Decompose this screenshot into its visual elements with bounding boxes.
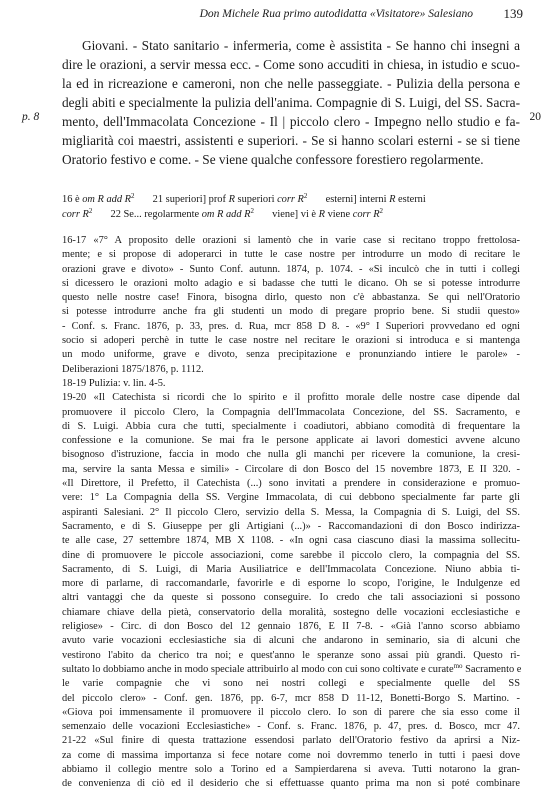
apparatus-text: 16 è bbox=[62, 194, 83, 205]
note-line: socio si adoperi perchè in tutte le case nostre nel recitare le orazioni si introduca e si mantenga bbox=[62, 335, 520, 347]
note-line: - Conf. s. Franc. 1876, p. 33, pres. d. Rua, mcr 858 D 8. - «9° I Superiori provvedano ed ogni bbox=[62, 320, 520, 332]
note-line: orazioni grave e divoto» - Sunto Conf. autunn. 1874, p. 1074. - «Si inculcò che in tutti i collegi bbox=[62, 263, 520, 275]
main-line: degli abiti e specialmente la pulizia dell'anima. Compagnie di S. Luigi, del SS. Sacra- bbox=[62, 95, 520, 110]
apparatus-siglum: R bbox=[389, 194, 396, 205]
note-line: promuovere il piccolo Clero, la Compagnia dell'Immacolata Concezione, del SS. Sacramento, e bbox=[62, 406, 520, 418]
note-line: Sacramento, di S. Luigi, di Maria Ausiliatrice e dell'Immacolata Concezione. Niuno abbia ti- bbox=[62, 563, 520, 575]
note-line: le varie compagnie che vi sono nei nostri collegi e specialmente quelle del SS bbox=[62, 678, 520, 690]
note-line: mente; e si propose di adoperarci in tutte le case nostre per introdurre un modo di recitare le bbox=[62, 249, 520, 261]
main-line: Giovani. - Stato sanitario - infermeria, come è assistita - Se hanno chi insegni a bbox=[82, 38, 520, 53]
apparatus-text: 21 superiori] prof bbox=[134, 194, 229, 205]
note-line: te alle case, 27 settembre 1874, MB X 1108. - «In ogni casa ciascuno diasi la massima sollecitu- bbox=[62, 535, 520, 547]
note-line: religiose» - Circ. di don Bosco del 12 gennaio 1876, E II 7-8. - «Già l'anno scorso abbiamo bbox=[62, 621, 520, 633]
note-line-text: sultato lo dobbiamo anche in modo speciale attribuirlo al modo con cui sono coltivate e curate bbox=[62, 663, 454, 675]
note-line: 18-19 Pulizia: v. lin. 4-5. bbox=[62, 377, 166, 389]
main-line: Oratorio festivo e come. - Se viene qualche confessore forestiero regolarmente. bbox=[62, 152, 484, 167]
note-line-text: Sacramento e bbox=[462, 663, 522, 675]
note-line: «Il Direttore, il Prefetto, il Catechista (...) sono invitati a prendere in considerazione e promuo- bbox=[62, 478, 520, 490]
margin-line-number: 20 bbox=[529, 111, 541, 123]
running-header bbox=[0, 4, 551, 24]
note-line: semenzaio delle vocazioni Ecclesiastiche» - Conf. s. Franc. 1876, p. 47, pres. d. Bosco, mcr 47. bbox=[62, 721, 520, 733]
note-line: more di parlarne, di raccomandarle, favorirle e di esporne lo scopo, l'origine, le Indulgenze ed bbox=[62, 578, 520, 590]
apparatus-line bbox=[62, 208, 520, 223]
page-number: 139 bbox=[503, 6, 523, 21]
note-line: si dicessero le orazioni molto adagio e si badasse che tutti le dicano. Oh se si potesse introdurre bbox=[62, 277, 520, 289]
note-line: si potesse introdurre anche fra gli studenti un modo di pregare proprio bene. Si studii questo» bbox=[62, 306, 520, 318]
note-line: vere: 1° La Compagnia della SS. Vergine Immacolata, di cui debbono specialmente far parte gli bbox=[62, 492, 520, 504]
critical-apparatus bbox=[62, 193, 520, 222]
apparatus-superscript: 2 bbox=[303, 192, 308, 200]
note-line: ma, servire la santa Messa e simili» - Circolare di don Bosco del 15 novembre 1873, E II 320. - bbox=[62, 463, 520, 475]
apparatus-siglum: corr R bbox=[277, 194, 304, 205]
note-line: vestirono l'abito da cherico tra noi; e quest'anno le speranze sono assai più grandi. Questo ri- bbox=[62, 649, 520, 661]
main-line: mento, dell'Immacolata Concezione - Il | piccolo clero - Impegno nello studio e fa- bbox=[62, 114, 520, 129]
apparatus-siglum: om R add R bbox=[82, 194, 131, 205]
note-line: 21-22 «Sul finire di questa trattazione essendosi parlato dell'Oratorio festivo da aprirsi a Niz- bbox=[62, 735, 520, 747]
note-line bbox=[62, 663, 520, 677]
note-line: «Giova poi immensamente il promuovere il piccolo clero. Io son di parere che sia esso come il bbox=[62, 706, 520, 718]
note-line: altri vantaggi che da queste si possono conseguire. Io credo che tali associazioni si possono bbox=[62, 592, 520, 604]
apparatus-text: esterni] interni bbox=[307, 194, 390, 205]
note-line: aspiranti Salesiani. 2° Il piccolo Clero, servizio della S. Messa, la Compagnia di S. Luigi, del SS. bbox=[62, 506, 520, 518]
main-line: dire le orazioni, a servir messa ecc. - Come sono accuditi in chiesa, in istudio e scuo- bbox=[62, 57, 520, 72]
main-text bbox=[62, 36, 520, 169]
running-title: Don Michele Rua primo autodidatta «Visitatore» Salesiano bbox=[199, 8, 473, 20]
apparatus-text: 22 Se... regolarmente bbox=[92, 208, 202, 220]
note-line: del piccolo clero» - Conf. gen. 1876, pp. 6-7, mcr 858 D 11-12, Bonetti-Borgo S. Martino. - bbox=[62, 692, 520, 704]
apparatus-superscript: 2 bbox=[379, 206, 384, 215]
note-line: Deliberazioni 1875/1876, p. 1112. bbox=[62, 363, 204, 375]
apparatus-siglum: R bbox=[228, 194, 235, 205]
note-line: avuto varie vocazioni ecclesiastiche sia di alcuni che andarono in seminario, sia di alcuni che bbox=[62, 635, 520, 647]
apparatus-text: esterni bbox=[395, 194, 426, 205]
main-line: migliarità coi maestri, assistenti e superiori. - Se si hanno scolari esterni - se si tiene bbox=[62, 133, 520, 148]
apparatus-siglum: om R add R bbox=[201, 208, 251, 220]
note-line: confessione e la comunione. Se mai fra le persone applicate ai lavori domestici avvene alcuno bbox=[62, 435, 520, 447]
note-line: chiamare chiave della pietà, conservatorio della moralità, sostegno delle vocazioni ecclesiastiche e bbox=[62, 606, 520, 618]
apparatus-siglum: corr R bbox=[352, 208, 380, 220]
apparatus-text: superiori bbox=[234, 194, 278, 205]
note-line: za come di massima importanza si fece notare come noi dovremmo tenerlo in tutti i paesi dove bbox=[62, 749, 520, 761]
note-line: bisognoso d'istruzione, faccia in modo che nulla gli manchi per ricevere la comunione, la cresi- bbox=[62, 449, 520, 461]
note-line: dine di promuovere le piccole associazioni, come sarebbe il piccolo clero, la compagnia del SS. bbox=[62, 549, 520, 561]
note-line: di S. Luigi. Abbia cura che tutti, specialmente i coadiutori, abbiano comodità di frequentare la bbox=[62, 420, 520, 432]
note-line: 16-17 «7° A proposito delle orazioni si lamentò che in varie case si recitano troppo frettolosa- bbox=[62, 235, 520, 246]
margin-page-reference: p. 8 bbox=[22, 111, 40, 123]
apparatus-text: viene] vi è bbox=[254, 208, 319, 220]
apparatus-superscript: 2 bbox=[88, 206, 93, 215]
apparatus-superscript: 2 bbox=[250, 206, 254, 215]
apparatus-line bbox=[62, 193, 520, 208]
note-line: questo nelle nostre case! Finora, bisogna dirlo, questo non c'è abbastanza. Se qui nell'Oratorio bbox=[62, 292, 520, 304]
note-line: 19-20 «Il Catechista si ricordi che lo spirito e il profitto morale delle nostre case dipende dal bbox=[62, 392, 520, 404]
main-line: la ed in ricreazione e cameroni, non che nelle passeggiate. - Pulizia della persona e bbox=[62, 76, 520, 91]
apparatus-siglum: corr R bbox=[62, 208, 89, 220]
note-line: abbiamo il collegio mentre solo a Torino ed a Sampierdarena si aveva. Tutti notarono la gran- bbox=[62, 763, 520, 775]
note-line: de convenienza di ciò ed il desiderio che si effettuasse quanto prima ma non si poté combinare bbox=[62, 778, 520, 790]
apparatus-siglum: R bbox=[318, 208, 325, 220]
note-line: un modo uniforme, grave e divoto, senza precipitazione e pronunziando intiere le parole» - bbox=[62, 349, 520, 361]
apparatus-text: viene bbox=[325, 208, 353, 220]
apparatus-superscript: 2 bbox=[130, 192, 135, 200]
commentary-notes bbox=[62, 234, 520, 792]
note-superscript: mo bbox=[453, 661, 463, 670]
note-line: Sacramento, e di S. Giuseppe per gli Artigiani (...)» - Raccomandazioni di don Bosco indirizza- bbox=[62, 520, 520, 532]
